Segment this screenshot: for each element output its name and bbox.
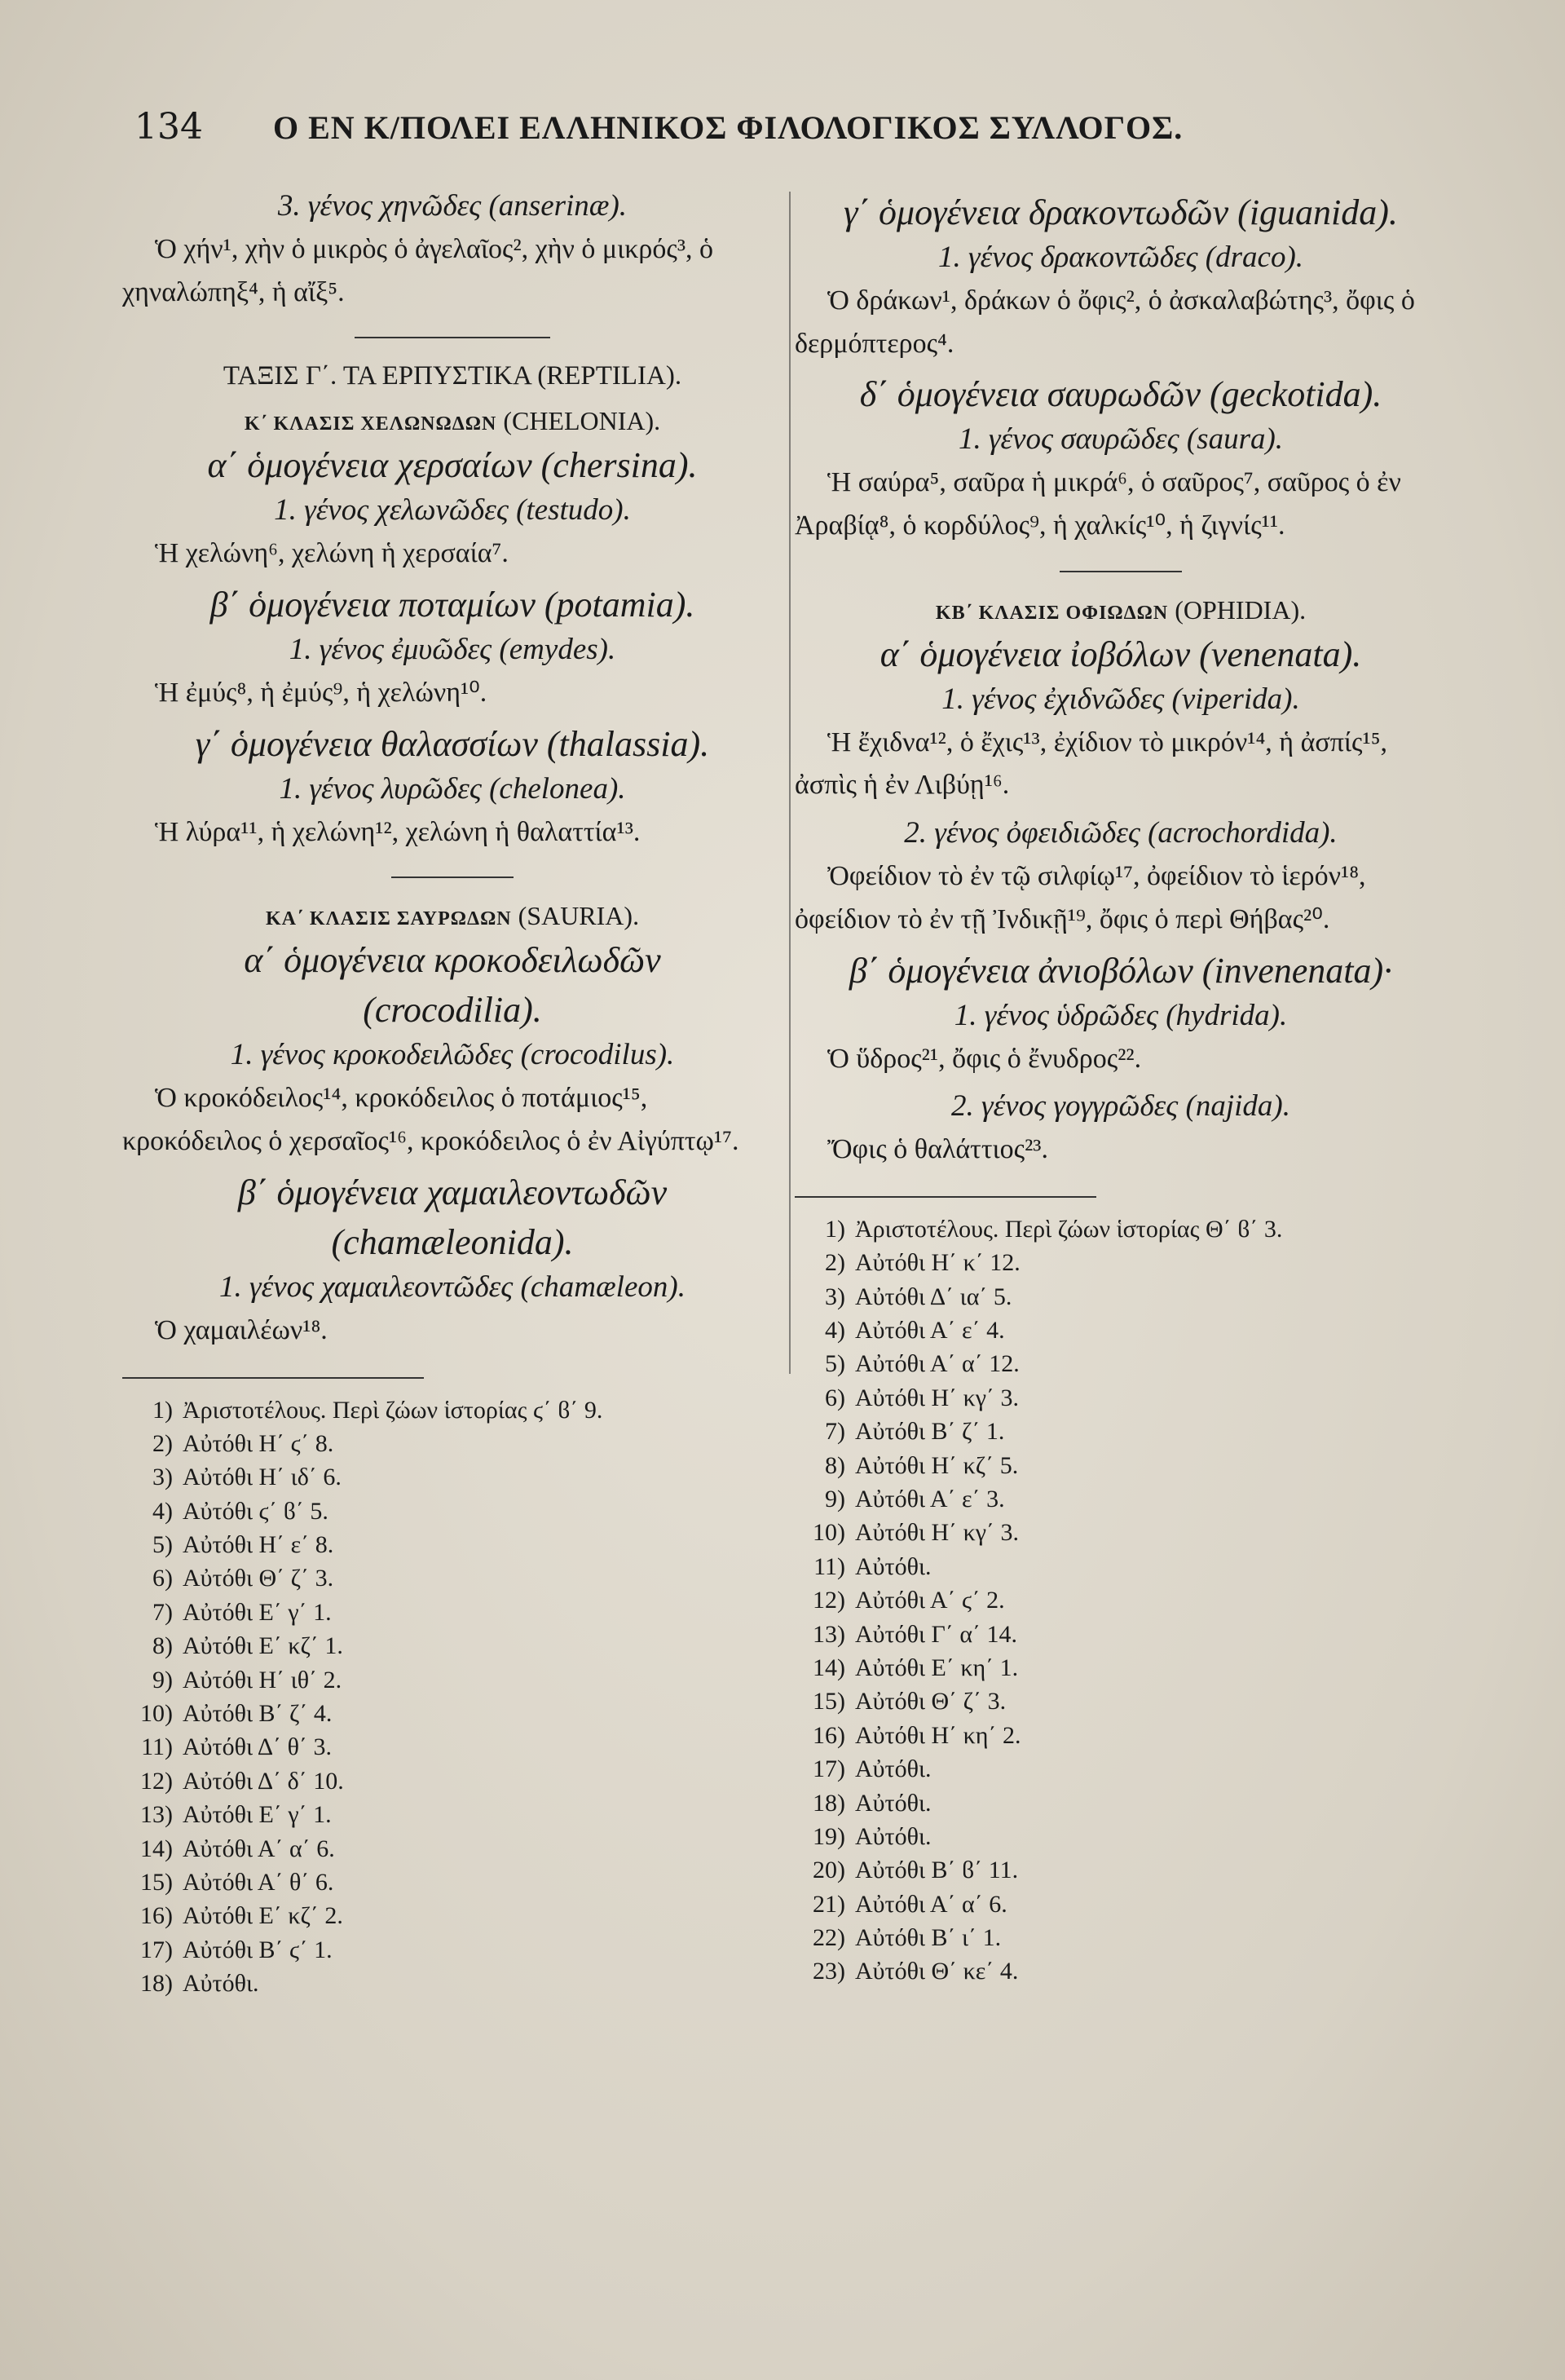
class-heading bbox=[122, 901, 782, 931]
footnote-text: Αὐτόθι Δ΄ ια΄ 5. bbox=[855, 1283, 1012, 1310]
footnote-text: Αὐτόθι Α΄ α΄ 12. bbox=[855, 1350, 1020, 1378]
footnote-text: Αὐτόθι. bbox=[855, 1552, 932, 1580]
footnote bbox=[795, 1685, 1447, 1718]
footnote bbox=[795, 1381, 1447, 1415]
footnote-number: 20) bbox=[813, 1857, 845, 1884]
footnote bbox=[795, 1954, 1447, 1988]
footnote bbox=[122, 1495, 782, 1528]
footnote bbox=[795, 1347, 1447, 1380]
footnote-text: Αὐτόθι Α΄ ε΄ 4. bbox=[855, 1317, 1005, 1345]
order-heading: ΤΑΞΙΣ Γ΄. ΤΑ ΕΡΠΥΣΤΙΚΑ (REPTILIA). bbox=[223, 361, 682, 391]
footnote bbox=[795, 1752, 1447, 1786]
entry-text: Ὁ κροκόδειλος¹⁴, κροκόδειλος ὁ ποτάμιος¹⁵, κροκόδειλος ὁ χερσαῖος¹⁶, κροκόδειλος ὁ ἐν Αἰγύπτῳ¹⁷. bbox=[122, 1083, 739, 1157]
footnote-text: Αὐτόθι ϛ΄ ϐ΄ 5. bbox=[183, 1497, 328, 1525]
right-column bbox=[795, 183, 1447, 1989]
footnote-text: Αὐτόθι Β΄ ϛ΄ 1. bbox=[183, 1936, 333, 1963]
footnote-number: 14) bbox=[813, 1654, 845, 1681]
genus-heading: 1. γένος σαυρῶδες (saura). bbox=[958, 422, 1284, 457]
footnote-text: Αὐτόθι Γ΄ α΄ 14. bbox=[855, 1620, 1018, 1648]
footnote bbox=[122, 1528, 782, 1561]
page-header bbox=[134, 106, 1210, 148]
footnote bbox=[122, 1427, 782, 1460]
section-rule bbox=[1060, 571, 1182, 572]
class-latin: (SAURIA). bbox=[518, 901, 640, 931]
footnote-text: Αὐτόθι Ε΄ κζ΄ 1. bbox=[183, 1632, 343, 1660]
footnote-text: Αὐτόθι Η΄ ϛ΄ 8. bbox=[183, 1429, 334, 1457]
footnote bbox=[795, 1415, 1447, 1448]
footnote-rule bbox=[122, 1377, 424, 1379]
footnote-rule bbox=[795, 1196, 1096, 1198]
genus-heading: 1. γένος ὑδρῶδες (hydrida). bbox=[954, 998, 1288, 1032]
footnote bbox=[795, 1583, 1447, 1617]
class-label: ΚΑ΄ ΚΛΑΣΙΣ ΣΑΥΡΩΔΩΝ bbox=[265, 908, 512, 930]
footnote bbox=[795, 1820, 1447, 1853]
family-heading-latin: (crocodilia). bbox=[363, 990, 542, 1031]
entry-text: Ἡ σαύρα⁵, σαῦρα ἡ μικρά⁶, ὁ σαῦρος⁷, σαῦρος ὁ ἐν Ἀραβίᾳ⁸, ὁ κορδύλος⁹, ἡ χαλκίς¹⁰, ἡ ζιγνίς¹¹. bbox=[795, 467, 1401, 541]
footnote bbox=[795, 1921, 1447, 1954]
footnote bbox=[795, 1449, 1447, 1482]
footnote-number: 4) bbox=[152, 1497, 173, 1525]
footnote-text: Αὐτόθι Η΄ κγ΄ 3. bbox=[855, 1384, 1020, 1411]
genus-heading: 2. γένος γογγρῶδες (najida). bbox=[951, 1089, 1290, 1124]
footnote bbox=[122, 1764, 782, 1798]
footnote bbox=[122, 1629, 782, 1662]
footnote bbox=[122, 1832, 782, 1866]
footnote-text: Αὐτόθι Α΄ α΄ 6. bbox=[183, 1835, 335, 1862]
family-heading: α΄ ὁμογένεια χερσαίων (chersina). bbox=[207, 445, 698, 486]
footnote-text: Αὐτόθι Δ΄ δ΄ 10. bbox=[183, 1767, 344, 1795]
footnote bbox=[795, 1516, 1447, 1549]
entry-text: Ἡ ἐμύς⁸, ἡ ἐμύς⁹, ἡ χελώνη¹⁰. bbox=[155, 678, 487, 709]
footnote bbox=[795, 1246, 1447, 1279]
entry-text: Ὁ ὕδρος²¹, ὄφις ὁ ἔνυδρος²². bbox=[827, 1043, 1142, 1074]
footnote-text: Αὐτόθι Ε΄ γ΄ 1. bbox=[183, 1801, 332, 1829]
footnote-text: Αὐτόθι Δ΄ θ΄ 3. bbox=[183, 1733, 333, 1761]
class-heading bbox=[122, 406, 782, 436]
footnote-number: 9) bbox=[825, 1486, 845, 1512]
footnote-text: Αὐτόθι Η΄ κγ΄ 3. bbox=[855, 1519, 1020, 1547]
footnote-text: Ἀριστοτέλους. Περὶ ζώων ἱστορίας Θ΄ ϐ΄ 3. bbox=[855, 1215, 1283, 1243]
genus-heading: 2. γένος ὀφειδιῶδες (acrochordida). bbox=[904, 816, 1338, 850]
genus-heading: 1. γένος χαμαιλεοντῶδες (chamæleon). bbox=[219, 1269, 686, 1304]
entry-text: Ὁ χήν¹, χὴν ὁ μικρὸς ὁ ἀγελαῖος², χὴν ὁ μικρός³, ὁ χηναλώπηξ⁴, ἡ αἴξ⁵. bbox=[122, 234, 714, 307]
entry-text: Ὁ δράκων¹, δράκων ὁ ὄφις², ὁ ἀσκαλαβώτης³, ὄφις ὁ δερμόπτερος⁴. bbox=[795, 285, 1415, 359]
footnote-number: 8) bbox=[825, 1451, 845, 1479]
footnote bbox=[795, 1482, 1447, 1516]
footnote-number: 4) bbox=[825, 1317, 845, 1345]
page-number: 134 bbox=[134, 106, 203, 148]
footnote-text: Αὐτόθι Η΄ κη΄ 2. bbox=[855, 1721, 1021, 1749]
footnote-text: Αὐτόθι Β΄ ι΄ 1. bbox=[855, 1924, 1002, 1952]
footnote-number: 17) bbox=[140, 1936, 173, 1963]
entry-text: Ὄφις ὁ θαλάττιος²³. bbox=[827, 1134, 1049, 1165]
footnote-number: 13) bbox=[813, 1620, 845, 1648]
footnote-number: 17) bbox=[813, 1755, 845, 1783]
footnote-number: 6) bbox=[152, 1565, 173, 1592]
footnote bbox=[122, 1798, 782, 1831]
footnote-number: 11) bbox=[141, 1733, 173, 1761]
family-heading: β΄ ὁμογένεια ἀνιοβόλων (invenenata)· bbox=[849, 950, 1393, 991]
footnote-number: 12) bbox=[140, 1767, 173, 1795]
genus-heading: 1. γένος ἐχιδνῶδες (viperida). bbox=[941, 682, 1300, 716]
footnote-number: 22) bbox=[813, 1924, 845, 1952]
footnote-number: 10) bbox=[140, 1700, 173, 1728]
footnote bbox=[795, 1786, 1447, 1820]
genus-heading: 1. γένος ἐμυῶδες (emydes). bbox=[289, 633, 616, 667]
genus-heading: 3. γένος χηνῶδες (anserinæ). bbox=[277, 189, 628, 223]
footnote-text: Αὐτόθι Α΄ θ΄ 6. bbox=[183, 1868, 334, 1896]
footnote-text: Αὐτόθι Η΄ ιθ΄ 2. bbox=[183, 1666, 342, 1693]
class-latin: (OPHIDIA). bbox=[1175, 594, 1307, 625]
footnote bbox=[122, 1561, 782, 1595]
footnote-number: 23) bbox=[813, 1958, 845, 1985]
footnote-text: Αὐτόθι. bbox=[855, 1822, 932, 1850]
footnote-number: 7) bbox=[825, 1418, 845, 1446]
footnote-number: 13) bbox=[140, 1801, 173, 1829]
footnote bbox=[122, 1899, 782, 1932]
footnote bbox=[795, 1618, 1447, 1651]
footnote-text: Αὐτόθι Η΄ κ΄ 12. bbox=[855, 1249, 1021, 1277]
footnote-text: Αὐτόθι Β΄ ϐ΄ 11. bbox=[855, 1857, 1019, 1884]
footnotes bbox=[795, 1212, 1447, 1989]
genus-heading: 1. γένος δρακοντῶδες (draco). bbox=[937, 241, 1304, 274]
footnote-text: Αὐτόθι Α΄ ε΄ 3. bbox=[855, 1486, 1005, 1512]
footnote-number: 18) bbox=[140, 1970, 173, 1998]
genus-heading: 1. γένος κροκοδειλῶδες (crocodilus). bbox=[230, 1038, 675, 1072]
footnote bbox=[122, 1933, 782, 1967]
family-heading: δ΄ ὁμογένεια σαυρωδῶν (geckotida). bbox=[859, 374, 1382, 415]
footnote-text: Αὐτόθι Β΄ ζ΄ 4. bbox=[183, 1700, 333, 1728]
class-label: ΚΒ΄ ΚΛΑΣΙΣ ΟΦΙΩΔΩΝ bbox=[935, 602, 1169, 624]
footnote-text: Αὐτόθι Θ΄ ζ΄ 3. bbox=[855, 1688, 1007, 1715]
entry-text: Ὀφείδιον τὸ ἐν τῷ σιλφίῳ¹⁷, ὀφείδιον τὸ ἱερόν¹⁸, ὀφείδιον τὸ ἐν τῇ Ἰνδικῇ¹⁹, ὄφις ὁ περὶ Θήβας²⁰. bbox=[795, 861, 1366, 934]
footnote-number: 7) bbox=[152, 1598, 173, 1626]
footnote bbox=[795, 1853, 1447, 1887]
footnote-number: 15) bbox=[140, 1868, 173, 1896]
entry-text: Ὁ χαμαιλέων¹⁸. bbox=[155, 1314, 328, 1345]
footnote-number: 6) bbox=[825, 1384, 845, 1411]
family-heading: α΄ ὁμογένεια κροκοδειλωδῶν bbox=[244, 940, 661, 981]
footnote-text: Αὐτόθι Θ΄ κε΄ 4. bbox=[855, 1958, 1019, 1985]
footnote-number: 5) bbox=[825, 1350, 845, 1378]
footnote-number: 8) bbox=[152, 1632, 173, 1660]
entry-text: Ἡ ἔχιδνα¹², ὁ ἔχις¹³, ἐχίδιον τὸ μικρόν¹⁴, ἡ ἀσπίς¹⁵, ἀσπὶς ἡ ἐν Λιβύῃ¹⁶. bbox=[795, 726, 1388, 801]
footnote-text: Αὐτόθι. bbox=[855, 1755, 932, 1783]
footnote bbox=[795, 1550, 1447, 1583]
footnote-number: 16) bbox=[813, 1721, 845, 1749]
family-heading: γ΄ ὁμογένεια δρακοντωδῶν (iguanida). bbox=[844, 192, 1398, 232]
footnote-text: Αὐτόθι Η΄ ε΄ 8. bbox=[183, 1531, 334, 1559]
footnote-number: 14) bbox=[140, 1835, 173, 1862]
footnote-number: 2) bbox=[825, 1249, 845, 1277]
footnote-number: 16) bbox=[140, 1902, 173, 1930]
footnote-number: 5) bbox=[152, 1531, 173, 1559]
footnote-text: Αὐτόθι Η΄ κζ΄ 5. bbox=[855, 1451, 1019, 1479]
family-heading: β΄ ὁμογένεια χαμαιλεοντωδῶν bbox=[237, 1172, 668, 1212]
column-divider bbox=[789, 192, 791, 1374]
footnote-number: 21) bbox=[813, 1890, 845, 1918]
class-heading bbox=[795, 595, 1447, 625]
footnote-text: Αὐτόθι Θ΄ ζ΄ 3. bbox=[183, 1565, 334, 1592]
family-heading-latin: (chamæleonida). bbox=[331, 1221, 574, 1262]
footnote-text: Αὐτόθι Ε΄ γ΄ 1. bbox=[183, 1598, 332, 1626]
genus-heading: 1. γένος λυρῶδες (chelonea). bbox=[279, 771, 626, 806]
footnotes bbox=[122, 1393, 782, 2001]
family-heading: α΄ ὁμογένεια ἰοβόλων (venenata). bbox=[879, 634, 1362, 674]
family-heading: γ΄ ὁμογένεια θαλασσίων (thalassia). bbox=[195, 723, 710, 764]
footnote bbox=[795, 1212, 1447, 1246]
footnote-text: Αὐτόθι Β΄ ζ΄ 1. bbox=[855, 1418, 1005, 1446]
footnote bbox=[122, 1596, 782, 1629]
section-rule bbox=[355, 337, 550, 338]
footnote-number: 19) bbox=[813, 1822, 845, 1850]
left-column bbox=[122, 183, 782, 2001]
footnote bbox=[122, 1866, 782, 1899]
footnote bbox=[122, 1460, 782, 1494]
footnote-text: Αὐτόθι. bbox=[183, 1970, 259, 1998]
genus-heading: 1. γένος χελωνῶδες (testudo). bbox=[274, 493, 631, 528]
footnote bbox=[122, 1967, 782, 2000]
footnote bbox=[122, 1393, 782, 1427]
footnote-number: 3) bbox=[152, 1464, 173, 1491]
footnote-number: 18) bbox=[813, 1789, 845, 1817]
footnote-number: 9) bbox=[152, 1666, 173, 1693]
footnote-text: Αὐτόθι Ε΄ κζ΄ 2. bbox=[183, 1902, 343, 1930]
footnote-number: 10) bbox=[813, 1519, 845, 1547]
footnote bbox=[122, 1730, 782, 1764]
footnote-text: Αὐτόθι Η΄ ιδ΄ 6. bbox=[183, 1464, 342, 1491]
footnote bbox=[795, 1888, 1447, 1921]
footnote-text: Αὐτόθι Ε΄ κη΄ 1. bbox=[855, 1654, 1019, 1681]
footnote-number: 11) bbox=[813, 1552, 845, 1580]
footnote bbox=[795, 1280, 1447, 1314]
footnote-number: 1) bbox=[152, 1396, 173, 1424]
entry-text: Ἡ χελώνη⁶, χελώνη ἡ χερσαία⁷. bbox=[155, 538, 509, 569]
footnote-number: 3) bbox=[825, 1283, 845, 1310]
footnote-text: Αὐτόθι Α΄ ϛ΄ 2. bbox=[855, 1587, 1005, 1614]
footnote bbox=[122, 1663, 782, 1697]
entry-text: Ἡ λύρα¹¹, ἡ χελώνη¹², χελώνη ἡ θαλαττία¹³. bbox=[155, 816, 641, 847]
footnote bbox=[795, 1651, 1447, 1685]
running-title: Ο ΕΝ Κ/ΠΟΛΕΙ ΕΛΛΗΝΙΚΟΣ ΦΙΛΟΛΟΓΙΚΟΣ ΣΥΛΛΟΓΟΣ. bbox=[273, 109, 1184, 146]
footnote bbox=[795, 1314, 1447, 1347]
footnote-text: Ἀριστοτέλους. Περὶ ζώων ἱστορίας ϛ΄ ϐ΄ 9. bbox=[183, 1396, 603, 1424]
footnote-number: 1) bbox=[825, 1215, 845, 1243]
section-rule bbox=[391, 876, 514, 878]
class-label: Κ΄ ΚΛΑΣΙΣ ΧΕΛΩΝΩΔΩΝ bbox=[244, 413, 497, 435]
footnote-text: Αὐτόθι. bbox=[855, 1789, 932, 1817]
footnote-number: 12) bbox=[813, 1587, 845, 1614]
footnote-text: Αὐτόθι Α΄ α΄ 6. bbox=[855, 1890, 1007, 1918]
family-heading: β΄ ὁμογένεια ποταμίων (potamia). bbox=[209, 585, 695, 625]
footnote-number: 2) bbox=[152, 1429, 173, 1457]
footnote-number: 15) bbox=[813, 1688, 845, 1715]
footnote bbox=[795, 1719, 1447, 1752]
footnote bbox=[122, 1697, 782, 1730]
class-latin: (CHELONIA). bbox=[503, 406, 661, 436]
